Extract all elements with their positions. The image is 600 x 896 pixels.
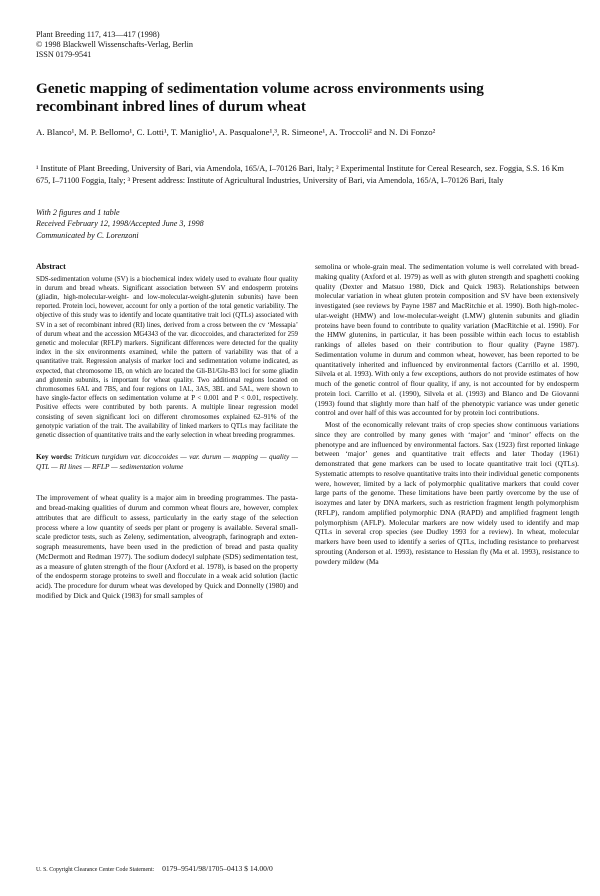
received-accepted-dates: Received February 12, 1998/Accepted June 3, 1998 bbox=[36, 219, 204, 229]
intro-paragraph-1: The improvement of wheat quality is a major aim in breeding programmes. The pasta- and bread-making qualities of durum and common wheat flours are, however, complex attributes that are difficult to assess, particularly in the early stage of the selection process where a low quantity of seeds per plant or progeny is available. Several small-scale predictor tests, such as Zeleny, sedimentation, alveograph, farinograph and extensograph measurements, have been used in the prediction of bread and pasta quality (McDermott and Redman 1977). The sodium dodecyl sulphate (SDS) sedimentation test, as a measure of gluten strength of the flour (Axford et al. 1978), is based on the property of the endosperm storage proteins to swell and flocculate in a weak acid solution (lactic acid). The procedure for durum wheat was developed by Quick and Donnelly (1980) and modified by Dick and Quick (1983) for small samples of bbox=[36, 493, 298, 600]
intro-paragraph-3: Most of the economically relevant traits of crop species show continuous variations since they are controlled by many genes with ‘major’ and ‘minor’ effects on the phenotype and are influenced by environmental factors. Sax (1923) first reported linkage between ‘major’ genes and quantitative trait effects and later Thoday (1961) demonstrated that gene markers can be used to locate quantitative trait loci (QTLs). Systematic attempts to resolve quantitative traits into their individual genetic components were, however, limited by a lack of polymorphic qualitative markers that could cover large parts of the genome. These limitations have been partly overcome by the use of isozymes and later by DNA markers, such as restriction fragment length polymorphism (RFLP), random amplified polymorphic DNA (RAPD) and amplified fragment length polymorphism (AFLP). Molecular markers are now widely used to identify and map QTLs in several crop species (see Dudley 1993 for a review). In wheat, molecular markers have been used to identify a series of QTLs, including resistance to preharvest sprouting (Anderson et al. 1993), resistance to Hessian fly (Ma et al. 1993), resistance to powdery mildew (Ma bbox=[315, 420, 579, 566]
keywords-text: Triticum turgidum var. dicoccoides — var. durum — mapping — quality — QTL — RI lines — RFLP — sedimentation volume bbox=[36, 452, 298, 471]
abstract-heading: Abstract bbox=[36, 262, 66, 271]
footer-code: 0179–9541/98/1705–0413 $ 14.00/0 bbox=[162, 864, 273, 873]
left-column bbox=[36, 262, 298, 601]
figures-tables-note: With 2 figures and 1 table bbox=[36, 208, 120, 217]
footer-statement: U. S. Copyright Clearance Center Code Statement: bbox=[36, 867, 155, 873]
affiliations: ¹ Institute of Plant Breeding, University of Bari, via Amendola, 165/A, I–70126 Bari, Italy; ² Experimental Institute for Cereal Research, sez. Foggia, S.S. 16 Km 675, I–71100 Foggia, Italy; ³ Present address: Institute of Agricultural Industries, University of Bari, via Amendola, 165/A, I–70126 Bari, Italy bbox=[36, 164, 564, 185]
right-column bbox=[315, 262, 579, 566]
author-list: A. Blanco¹, M. P. Bellomo¹, C. Lotti¹, T. Maniglio¹, A. Pasqualone¹,³, R. Simeone¹, A. Troccoli² and N. Di Fonzo² bbox=[36, 127, 436, 137]
issn-line: ISSN 0179-9541 bbox=[36, 50, 92, 60]
keywords-label: Key words: bbox=[36, 452, 73, 462]
article-meta bbox=[36, 207, 436, 241]
abstract-text: SDS-sedimentation volume (SV) is a biochemical index widely used to evaluate flour quality in durum and bread wheats. Significant association between SV and endosperm proteins (gliadin, high-molecular-weight- and low-molecular-weight-glutenin subunits) have been reported. Protein loci, however, account for only a portion of the total genetic variability. The objective of this study was to identify and locate quantitative trait loci (QTLs) associated with SV in a set of recombinant inbred (RI) lines, derived from a cross between the cv ‘Messapia’ of durum wheat and the accession MG4343 of the var. dicoccoides, and characterized for 259 genetic and molecular (RFLP) markers. Significant differences were detected for the quality index in the six environments examined, while the pattern of variability was that of a quantitative trait. Regression analysis of marker loci and sedimentation volume indicated, as expected, that chromosome 1B, on which are located the Gli-B1/Glu-B3 loci for some gliadin and glutenin subunits, is important for wheat quality. Two additional regions located on chromosomes 6AL and 7BS, and four regions on 1AL, 3AS, 3BL and 5AL, were shown to have single-factor effects on sedimentation volume at P < 0.001 and P < 0.01, respectively. Positive effects were contributed by both parents. A multiple linear regression model consisting of seven significant loci on different chromosomes explained 62–91% of the genotypic variation of the trait. The availability of linked markers to QTLs may facilitate the genetic dissection of quantitative traits and the early selection in wheat breeding programmes. bbox=[36, 275, 298, 439]
communicated-by: Communicated by C. Lorenzoni bbox=[36, 230, 139, 240]
journal-header bbox=[36, 30, 193, 61]
article-title: Genetic mapping of sedimentation volume across environments using recombinant inbred lines of durum wheat bbox=[36, 80, 484, 115]
journal-citation: Plant Breeding 117, 413—417 (1998) bbox=[36, 30, 160, 39]
copyright-footer bbox=[36, 864, 576, 875]
intro-paragraph-2: semolina or whole-grain meal. The sedimentation volume is well correlated with bread-making quality (Axford et al. 1979) as well as with gluten strength and spaghetti cooking quality (Dexter and Matsuo 1980, Dick and Quick 1983). Relationships between molecular variation in wheat gluten protein composition and SV have been extensively investigated (see reviews by Payne 1987 and MacRitchie et al. 1990). Both high-molecular-weight (HMW) and low-molecular-weight (LMW) glutenin subunits and gliadin proteins have been found to contribute to quality variation (MacRitchie et al. 1990). For the HMW glutenins, in particular, it has been possible within each locus to establish rankings of alleles based on their contribution to flour quality (Payne 1987). Sedimentation volume in durum and common wheat, however, has been reported to be quantitatively inherited and influenced by environmental factors (Carrillo et al. 1990, Silvela et al. 1993). With only a few exceptions, authors do not provide estimates of how much of the genetic control of flour quality, if any, is not accounted for by endosperm protein loci. Carrillo et al. (1990), Silvela et al. (1993) and Blanco and De Giovanni (1993) found that slightly more than half of the phenotypic variance was under genetic control and over half of this was accounted for by protein loci contributions. bbox=[315, 262, 579, 418]
copyright-line: © 1998 Blackwell Wissenschafts-Verlag, Berlin bbox=[36, 40, 193, 50]
keywords bbox=[36, 452, 298, 471]
